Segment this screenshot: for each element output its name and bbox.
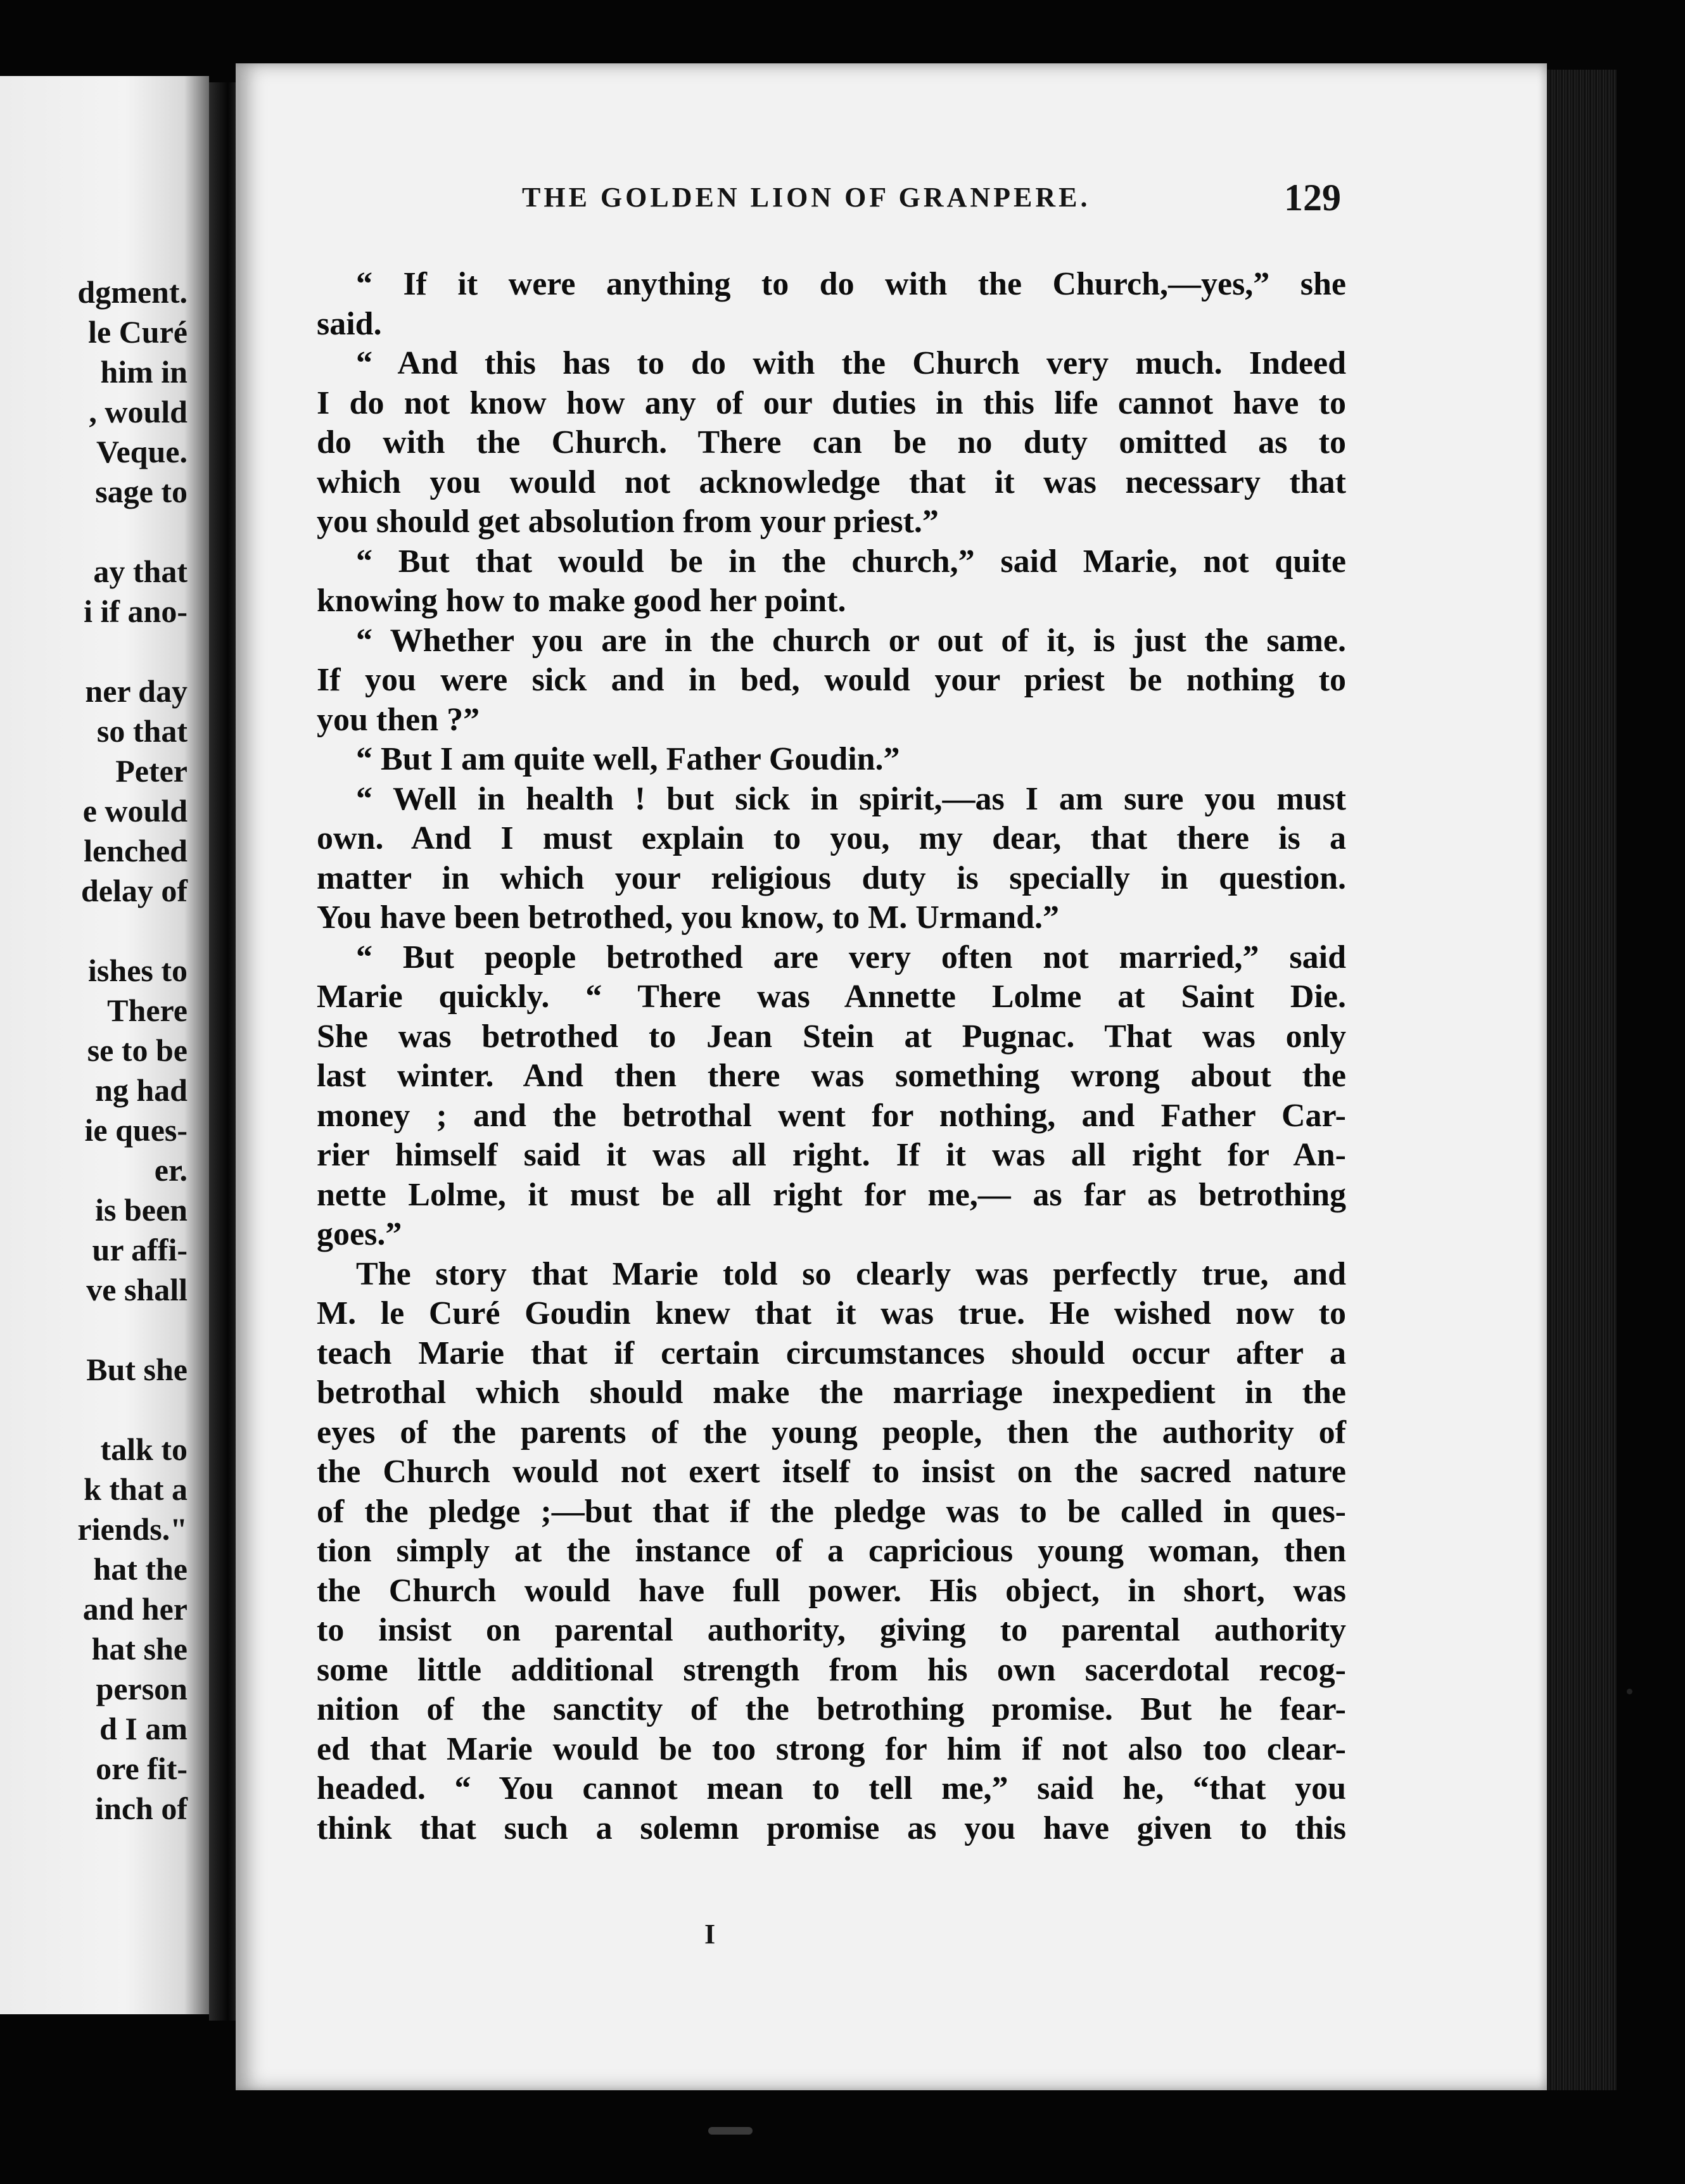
previous-page-line: is been [95, 1192, 188, 1228]
text-line: teach Marie that if certain circumstances should occur after a [317, 1335, 1346, 1371]
previous-page-line: ie ques- [84, 1112, 188, 1148]
text-line: matter in which your religious duty is specially in question. [317, 860, 1346, 896]
text-line: M. le Curé Goudin knew that it was true. He wished now to [317, 1295, 1346, 1331]
text-line: “ Whether you are in the church or out of it, is just the same. [356, 622, 1346, 659]
previous-page-line [77, 1310, 188, 1350]
previous-page-line: le Curé [88, 314, 188, 350]
text-line: headed. “ You cannot mean to tell me,” said he, “that you [317, 1770, 1346, 1806]
previous-page-line: , would [89, 394, 188, 429]
previous-page-line: e would [82, 793, 188, 829]
text-line: “ But I am quite well, Father Goudin.” [356, 741, 900, 777]
page-number: 129 [1284, 177, 1341, 219]
text-line: money ; and the betrothal went for nothing, and Father Car- [317, 1097, 1346, 1134]
previous-page [0, 76, 209, 2014]
text-line: of the pledge ;—but that if the pledge was to be called in ques- [317, 1493, 1346, 1530]
text-line: last winter. And then there was something wrong about the [317, 1058, 1346, 1094]
previous-page-line: ve shall [86, 1272, 188, 1307]
previous-page-line: him in [100, 354, 188, 390]
previous-page-line: so that [96, 713, 188, 749]
text-line: think that such a solemn promise as you have given to this [317, 1810, 1346, 1846]
body-text [317, 265, 1346, 1848]
text-line: You have been betrothed, you know, to M. Urmand.” [317, 899, 1060, 936]
running-head-title: THE GOLDEN LION OF GRANPERE. [522, 182, 1091, 213]
text-line: “ But that would be in the church,” said Marie, not quite [356, 543, 1346, 580]
previous-page-line [77, 911, 188, 951]
text-line: “ Well in health ! but sick in spirit,—as I am sure you must [356, 780, 1346, 817]
previous-page-line: ore fit- [96, 1751, 188, 1786]
text-line: nette Lolme, it must be all right for me,— as far as betrothing [317, 1176, 1346, 1213]
previous-page-line: delay of [80, 873, 188, 908]
text-line: the Church would have full power. His object, in short, was [317, 1572, 1346, 1609]
scan-artifact [708, 2127, 753, 2135]
text-line: “ But people betrothed are very often not married,” said [356, 939, 1346, 975]
text-line: rier himself said it was all right. If it was all right for An- [317, 1137, 1346, 1173]
previous-page-line: dgment. [77, 274, 188, 310]
current-page [236, 63, 1547, 2090]
previous-page-line: ner day [85, 673, 188, 709]
previous-page-line: hat she [91, 1631, 188, 1667]
previous-page-text [77, 272, 188, 1829]
text-line: betrothal which should make the marriage inexpedient in the [317, 1375, 1346, 1411]
previous-page-line: i if ano- [84, 594, 188, 629]
previous-page-line: But she [86, 1352, 188, 1387]
previous-page-line [77, 1390, 188, 1430]
previous-page-line [77, 632, 188, 671]
text-line: goes.” [317, 1216, 402, 1252]
previous-page-line: lenched [84, 833, 188, 868]
text-line: The story that Marie told so clearly was perfectly true, and [356, 1255, 1346, 1292]
text-line: tion simply at the instance of a capricious young woman, then [317, 1533, 1346, 1569]
previous-page-line: riends." [77, 1511, 188, 1547]
previous-page-line: ur affi- [92, 1232, 188, 1267]
text-line: ed that Marie would be too strong for him if not also too clear- [317, 1730, 1346, 1767]
text-line: eyes of the parents of the young people, then the authority of [317, 1414, 1346, 1451]
previous-page-line: ishes to [88, 953, 188, 988]
ink-speck [1627, 1689, 1632, 1694]
text-line: some little additional strength from his own sacerdotal recog- [317, 1651, 1346, 1688]
previous-page-line: ng had [95, 1072, 188, 1108]
previous-page-line: hat the [93, 1551, 188, 1587]
signature-mark: I [704, 1919, 716, 1950]
previous-page-line: person [96, 1671, 188, 1706]
text-line: I do not know how any of our duties in this life cannot have to [317, 384, 1346, 421]
previous-page-line: d I am [99, 1711, 188, 1746]
previous-page-line: sage to [95, 474, 188, 509]
text-line: “ And this has to do with the Church very much. Indeed [356, 345, 1346, 381]
previous-page-line: k that a [84, 1471, 188, 1507]
text-line: which you would not acknowledge that it was necessary that [317, 464, 1346, 500]
previous-page-line: se to be [87, 1032, 188, 1068]
text-line: nition of the sanctity of the betrothing promise. But he fear- [317, 1691, 1346, 1727]
text-line: to insist on parental authority, giving to parental authority [317, 1612, 1346, 1648]
text-line: If you were sick and in bed, would your priest be nothing to [317, 662, 1346, 698]
previous-page-line: inch of [95, 1791, 188, 1826]
previous-page-line [77, 512, 188, 552]
previous-page-line: There [107, 993, 188, 1028]
text-line: do with the Church. There can be no duty omitted as to [317, 424, 1346, 460]
text-line: Marie quickly. “ There was Annette Lolme at Saint Die. [317, 979, 1346, 1015]
text-line: own. And I must explain to you, my dear, that there is a [317, 820, 1346, 856]
page-edges [1547, 70, 1617, 2090]
running-head [236, 177, 1547, 232]
text-line: “ If it were anything to do with the Church,—yes,” she [356, 266, 1346, 302]
text-line: the Church would not exert itself to insist on the sacred nature [317, 1454, 1346, 1490]
previous-page-line: talk to [100, 1432, 188, 1467]
text-line: knowing how to make good her point. [317, 583, 846, 619]
previous-page-line: Veque. [96, 434, 188, 469]
text-line: you then ?” [317, 701, 480, 738]
previous-page-line: and her [82, 1591, 188, 1627]
text-line: you should get absolution from your priest.” [317, 504, 939, 540]
previous-page-line: ay that [93, 554, 188, 589]
text-line: She was betrothed to Jean Stein at Pugnac. That was only [317, 1018, 1346, 1055]
text-line: said. [317, 305, 382, 342]
previous-page-line: Peter [115, 753, 188, 789]
previous-page-line: er. [154, 1152, 188, 1188]
